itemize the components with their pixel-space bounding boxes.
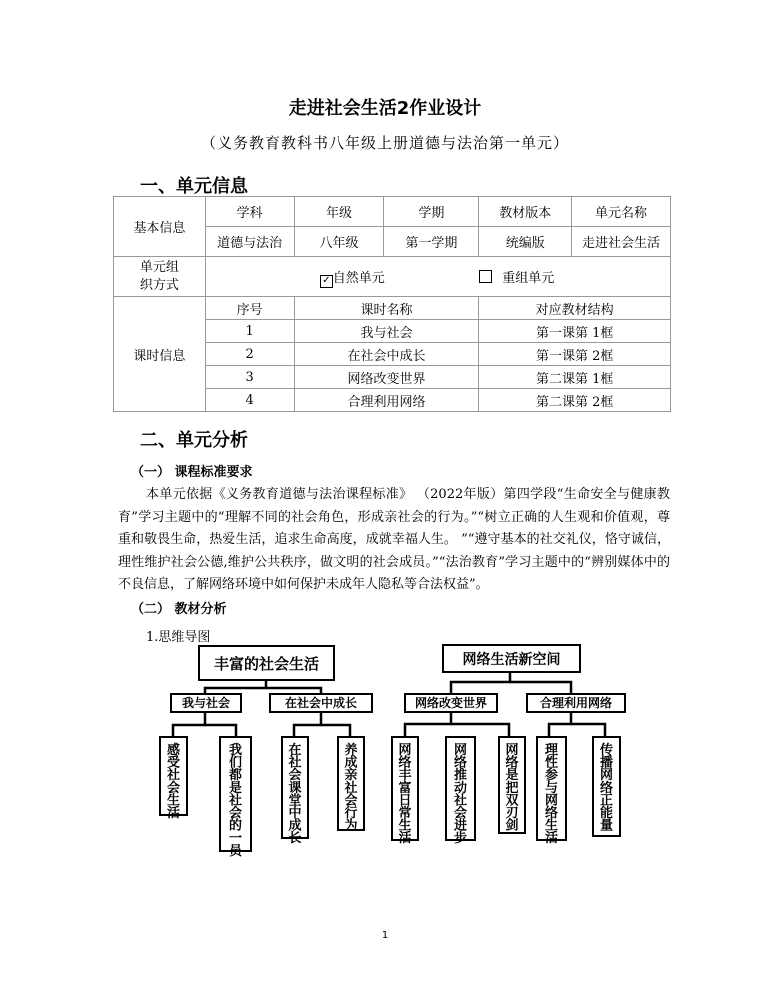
page-number: 1 xyxy=(381,930,389,941)
header-grade: 年级 xyxy=(294,197,384,227)
lesson-no: 3 xyxy=(205,366,294,389)
header-term: 学期 xyxy=(384,197,479,227)
lesson-name: 网络改变世界 xyxy=(294,366,479,389)
header-lesson-structure: 对应教材结构 xyxy=(479,297,671,320)
mindmap-leaf: 网络丰富日常生活 xyxy=(398,743,412,847)
page-subtitle: （义务教育教科书八年级上册道德与法治第一单元） xyxy=(200,134,569,152)
mindmap-leaf: 网络推动社会进步 xyxy=(453,743,468,847)
lesson-structure: 第二课第 1框 xyxy=(479,366,671,389)
lesson-no: 2 xyxy=(205,343,294,366)
lesson-name: 我与社会 xyxy=(294,320,479,343)
page-title: 走进社会生活2作业设计 xyxy=(288,98,482,119)
basic-info-label: 基本信息 xyxy=(114,197,206,257)
mindmap-leaf: 理性参与网络生活 xyxy=(544,743,559,847)
lesson-structure: 第二课第 2框 xyxy=(479,389,671,412)
value-unit-name: 走进社会生活 xyxy=(572,227,671,257)
mindmap-leaf: 在社会课堂中成长 xyxy=(288,743,302,847)
mindmap-branch: 网络改变世界 xyxy=(414,696,488,710)
mindmap-branch: 在社会中成长 xyxy=(284,696,358,710)
org-options xyxy=(205,257,670,297)
mindmap-label: 1.思维导图 xyxy=(146,630,211,645)
header-lesson-no: 序号 xyxy=(205,297,294,320)
value-grade: 八年级 xyxy=(294,227,384,257)
value-edition: 统编版 xyxy=(479,227,572,257)
header-edition: 教材版本 xyxy=(479,197,572,227)
mindmap-leaf: 我们都是社会的一员 xyxy=(228,743,243,857)
lesson-structure: 第一课第 2框 xyxy=(479,343,671,366)
subsection-curriculum-standard: （一） 课程标准要求 xyxy=(131,465,253,480)
org-option-regroup: 重组单元 xyxy=(502,270,555,286)
subsection-textbook-analysis: （二） 教材分析 xyxy=(131,602,227,617)
header-subject: 学科 xyxy=(205,197,294,227)
mindmap-branch: 我与社会 xyxy=(181,696,231,710)
lesson-structure: 第一课第 1框 xyxy=(479,320,671,343)
section-unit-analysis-heading: 二、单元分析 xyxy=(140,430,248,451)
mindmap-leaf: 养成亲社会行为 xyxy=(344,743,358,834)
unchecked-box-icon xyxy=(479,270,492,283)
mindmap-leaf: 感受社会生活 xyxy=(166,743,181,821)
org-label xyxy=(114,257,206,297)
mindmap-left-root: 丰富的社会生活 xyxy=(213,655,320,673)
lesson-name: 合理利用网络 xyxy=(294,389,479,412)
org-option-natural: 自然单元 xyxy=(332,270,385,286)
org-label-line2: 织方式 xyxy=(139,277,179,293)
mind-map xyxy=(148,632,648,857)
value-subject: 道德与法治 xyxy=(205,227,294,257)
mindmap-branch: 合理利用网络 xyxy=(539,696,613,710)
org-label-line1: 单元组 xyxy=(139,259,179,275)
value-term: 第一学期 xyxy=(384,227,479,257)
checked-box-icon: ✓ xyxy=(320,275,333,288)
paragraph-text: 本单元依据《义务教育道德与法治课程标准》 （2022年版）第四学段“生命安全与健康教育”学习主题中的“理解不同的社会角色，形成亲社会的行为。”“树立正确的人生观和价值观，尊重和敬畏生命，热爱生活，追求生命高度，成就幸福人生。 ”“遵守基本的社交礼仪，恪守诚信，理性维护社会公德,维护公共秩序，做文明的社会成员。”“法治教育”学习主题中的“辨别媒体中的不良信息，了解网络环境中如何保护未成年人隐私等合法权益”。 xyxy=(118,487,670,592)
header-lesson-name: 课时名称 xyxy=(294,297,479,320)
mindmap-right-root: 网络生活新空间 xyxy=(462,652,561,668)
lesson-no: 4 xyxy=(205,389,294,412)
section-unit-info-heading: 一、单元信息 xyxy=(140,176,248,197)
mindmap-leaf: 传播网络正能量 xyxy=(599,743,614,834)
header-unit-name: 单元名称 xyxy=(572,197,671,227)
mindmap-leaf: 网络是把双刃剑 xyxy=(505,743,519,834)
lesson-name: 在社会中成长 xyxy=(294,343,479,366)
curriculum-paragraph xyxy=(118,484,670,597)
lesson-info-label: 课时信息 xyxy=(114,297,206,412)
lesson-no: 1 xyxy=(205,320,294,343)
unit-info-table xyxy=(113,196,671,412)
